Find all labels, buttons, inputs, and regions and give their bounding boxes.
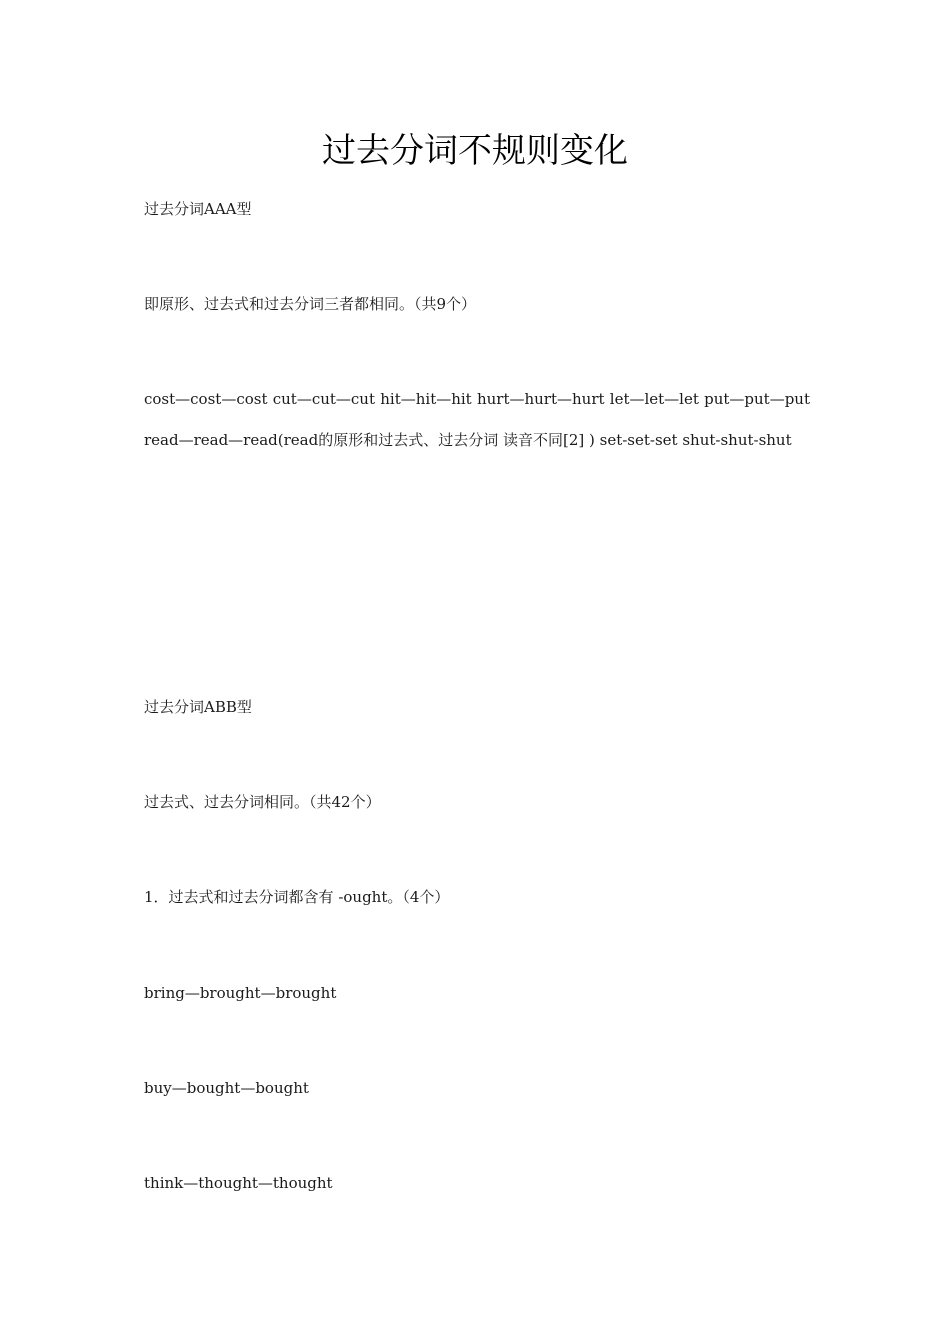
aaa-description: 即原形、过去式和过去分词三者都相同。（共9个） <box>144 295 477 313</box>
example-line: buy—bought—bought <box>144 1079 309 1097</box>
example-line: bring—brought—brought <box>144 984 337 1002</box>
section-heading-abb: 过去分词ABB型 <box>144 698 252 716</box>
aaa-examples-paragraph: cost—cost—cost cut—cut—cut hit—hit—hit hurt—hurt—hurt let—let—let put—put—put read—read—read(read的原形和过去式、过去分词 读音不同[2] ) set-set-set shut-shut-shut <box>144 390 810 449</box>
abb-subheading-ought: 1．过去式和过去分词都含有 -ought。（4个） <box>144 888 450 906</box>
section-heading-aaa: 过去分词AAA型 <box>144 200 252 218</box>
example-line: think—thought—thought <box>144 1174 333 1192</box>
abb-description: 过去式、过去分词相同。（共42个） <box>144 793 381 811</box>
document-title: 过去分词不规则变化 <box>322 131 628 171</box>
